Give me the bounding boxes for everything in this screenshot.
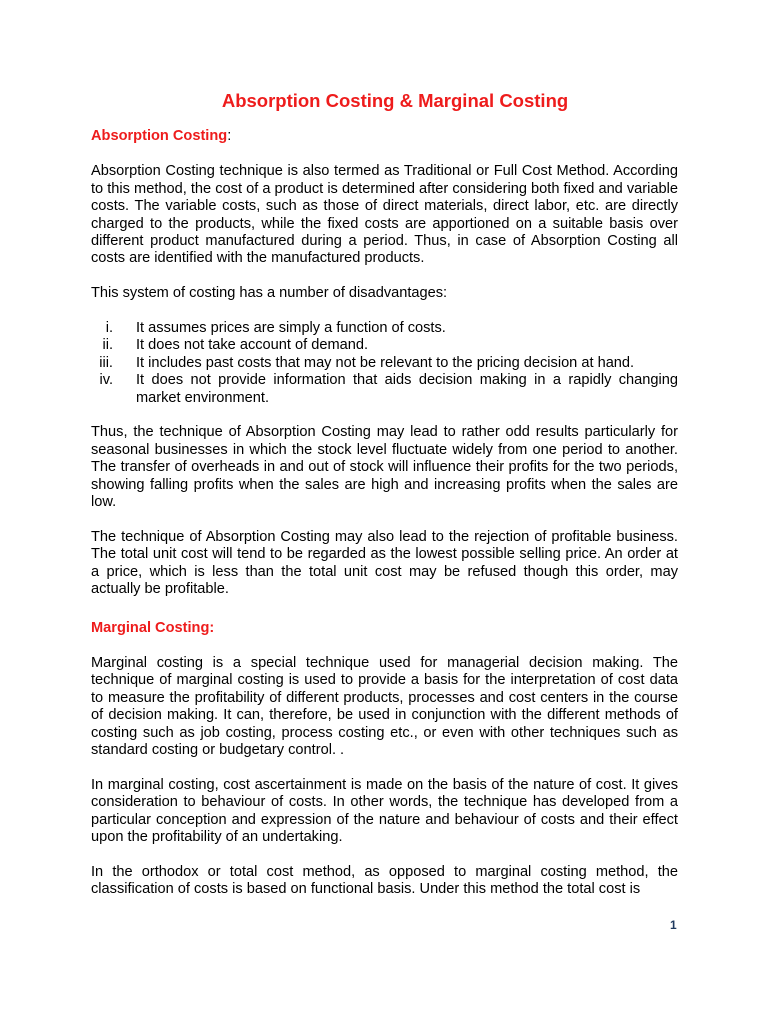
paragraph-cost-ascertainment: In marginal costing, cost ascertainment is made on the basis of the nature of cost. It gives consideration to behaviour of costs. In other words, the technique has developed from a particular conception and expression of the nature and behaviour of costs and their effect upon the profitability of an undertaking. <box>91 776 678 845</box>
heading-colon: : <box>227 128 232 144</box>
paragraph-rejection: The technique of Absorption Costing may also lead to the rejection of profitable business. The total unit cost will tend to be regarded as the lowest possible selling price. An order at a price, which is less than the total unit cost may be refused though this order, may actually be profitable. <box>91 528 678 598</box>
paragraph-disadvantages-intro: This system of costing has a number of disadvantages: <box>91 285 448 302</box>
paragraph-marginal-definition: Marginal costing is a special technique used for managerial decision making. The technique of marginal costing is used to provide a basis for the interpretation of cost data to measure the profitability of different products, processes and cost centers in the course of decision making. It can, therefore, be used in conjunction with the different methods of costing such as job costing, process costing etc., or even with other techniques such as standard costing or budgetary control. . <box>91 654 678 758</box>
list-item <box>91 320 678 337</box>
document-body <box>91 128 678 916</box>
list-item-number: iii. <box>99 354 113 371</box>
list-item-number: i. <box>105 320 113 337</box>
list-item-number: ii. <box>102 337 113 354</box>
disadvantages-list <box>91 320 678 407</box>
section-heading-marginal: Marginal Costing: <box>91 619 215 636</box>
paragraph-orthodox-method: In the orthodox or total cost method, as opposed to marginal costing method, the classification of costs is based on functional basis. Under this method the total cost is <box>91 863 678 898</box>
list-item-number: iv. <box>99 372 113 389</box>
list-item <box>91 337 678 354</box>
section-heading-text: Absorption Costing <box>91 128 228 144</box>
list-item-text: It does not provide information that aids decision making in a rapidly changing market environment. <box>136 372 678 406</box>
list-item <box>91 355 678 372</box>
paragraph-odd-results: Thus, the technique of Absorption Costing may lead to rather odd results particularly for seasonal businesses in which the stock level fluctuate widely from one period to another. The transfer of overheads in and out of stock will influence their profits for the two periods, showing falling profits when the sales are high and increasing profits when the sales are low. <box>91 424 678 511</box>
section-heading-absorption <box>91 128 678 145</box>
page-title: Absorption Costing & Marginal Costing <box>221 90 569 111</box>
paragraph-absorption-definition: Absorption Costing technique is also termed as Traditional or Full Cost Method. According to this method, the cost of a product is determined after considering both fixed and variable costs. The variable costs, such as those of direct materials, direct labor, etc. are directly charged to the products, while the fixed costs are apportioned on a suitable basis over different product manufactured during a period. Thus, in case of Absorption Costing all costs are identified with the manufactured products. <box>91 163 678 267</box>
list-item-text: It does not take account of demand. <box>136 337 369 354</box>
page-number: 1 <box>670 918 677 932</box>
list-item <box>91 372 678 407</box>
list-item-text: It assumes prices are simply a function of costs. <box>136 320 446 337</box>
list-item-text: It includes past costs that may not be relevant to the pricing decision at hand. <box>136 354 635 371</box>
